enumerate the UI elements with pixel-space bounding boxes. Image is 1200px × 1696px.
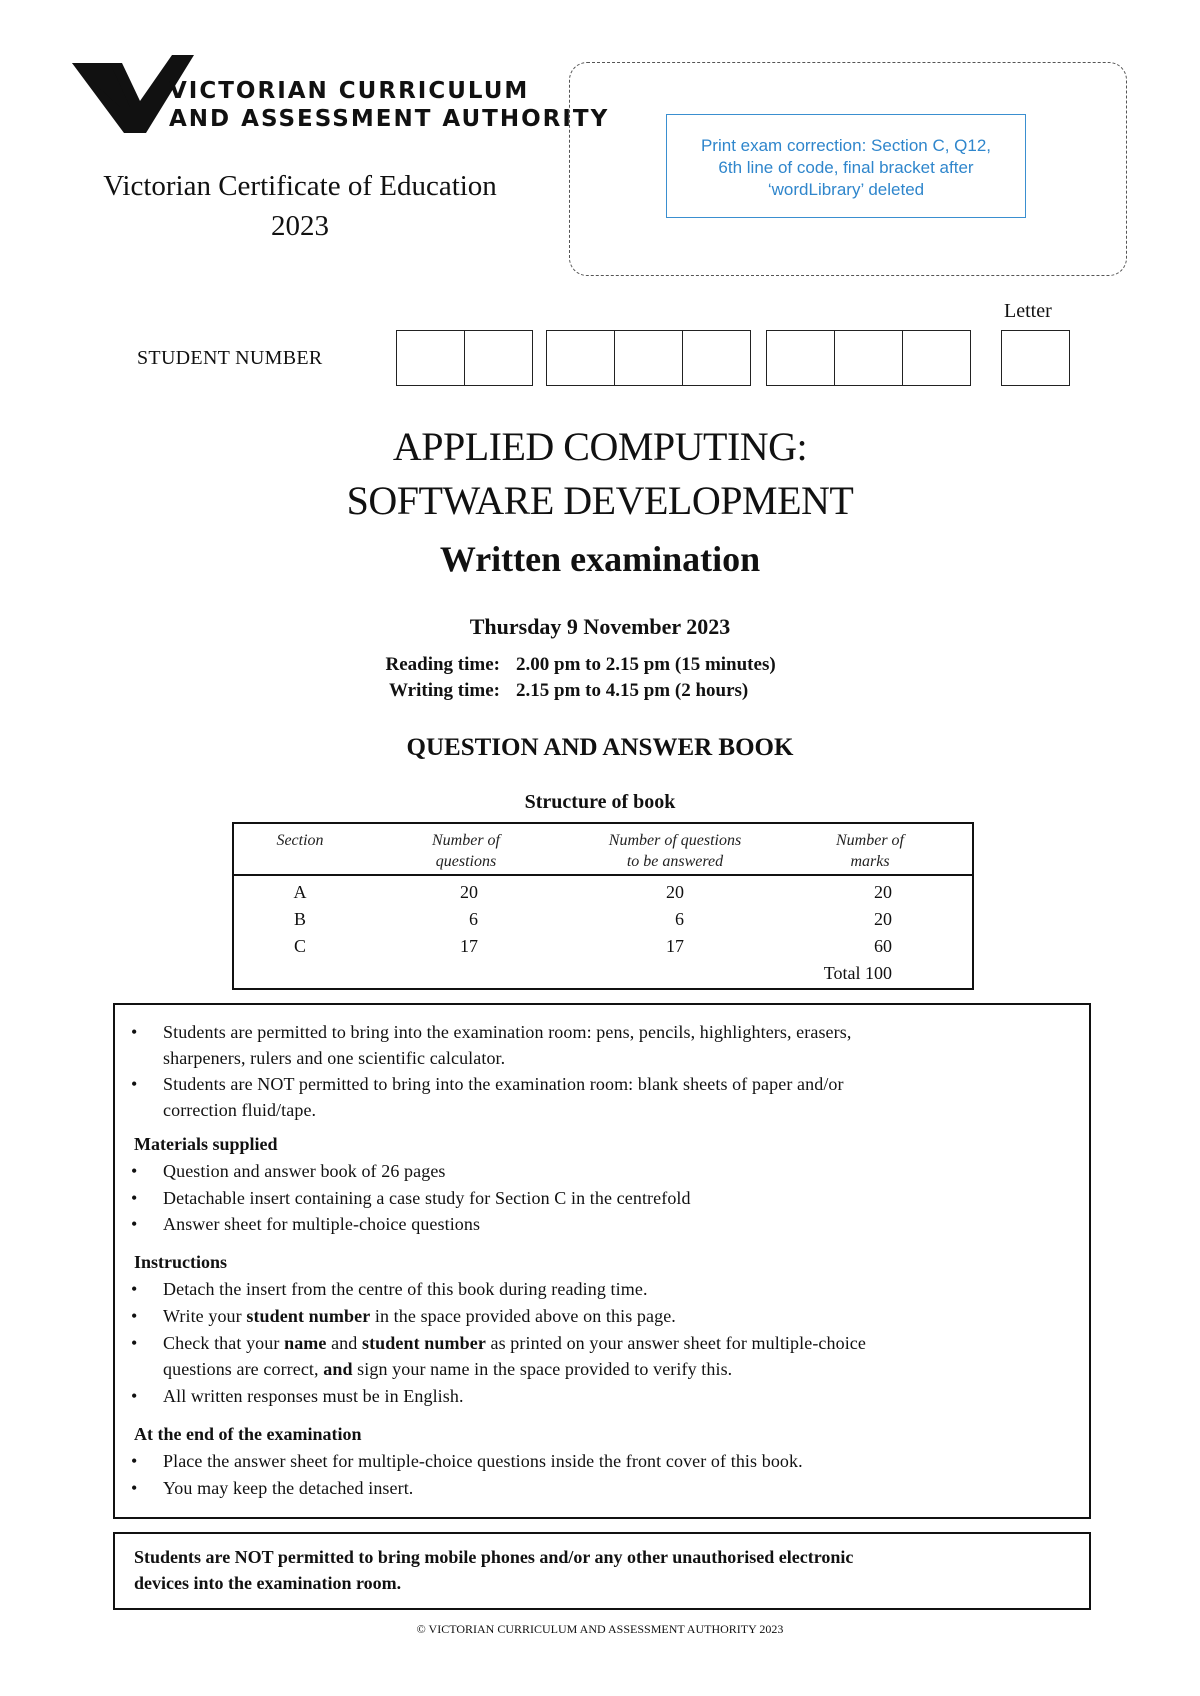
instruction-student-number-line xyxy=(163,1303,1063,1329)
table-cell-marks: 20 xyxy=(874,882,892,902)
end-of-exam-heading: At the end of the examination xyxy=(134,1424,362,1444)
bullet-icon: • xyxy=(131,1188,138,1208)
instr-text: Write your xyxy=(163,1306,247,1326)
table-cell-marks: 20 xyxy=(874,909,892,929)
materials-heading: Materials supplied xyxy=(134,1134,278,1154)
student-number-box[interactable] xyxy=(614,330,683,386)
writing-time-label: Writing time: xyxy=(389,680,500,701)
not-permitted-line-1: Students are NOT permitted to bring into the examination room: blank sheets of paper and/or xyxy=(163,1074,844,1094)
certificate-name: Victorian Certificate of Education xyxy=(103,170,497,202)
bullet-icon: • xyxy=(131,1386,138,1406)
correction-line-3: ‘wordLibrary’ deleted xyxy=(767,180,925,199)
instruction-check-line-1 xyxy=(163,1330,1063,1356)
table-cell-answered: 20 xyxy=(666,882,684,902)
instruction-item: Detach the insert from the centre of this book during reading time. xyxy=(163,1279,648,1299)
copyright-notice: © VICTORIAN CURRICULUM AND ASSESSMENT AUTHORITY 2023 xyxy=(416,1622,784,1636)
exam-title xyxy=(0,420,1200,528)
book-title: QUESTION AND ANSWER BOOK xyxy=(406,734,794,761)
student-number-box[interactable] xyxy=(682,330,751,386)
header-marks xyxy=(810,830,930,872)
correction-line-2: 6th line of code, final bracket after xyxy=(718,158,974,177)
instr-bold: student number xyxy=(246,1306,371,1326)
bullet-icon: • xyxy=(131,1333,138,1353)
instr-bold: name xyxy=(284,1333,327,1353)
student-number-box[interactable] xyxy=(396,330,465,386)
certificate-year: 2023 xyxy=(271,210,329,242)
table-cell-answered: 17 xyxy=(666,936,684,956)
instruction-item xyxy=(163,1330,1063,1382)
material-item: Detachable insert containing a case study for Section C in the centrefold xyxy=(163,1188,691,1208)
instr-text: sign your name in the space provided to verify this. xyxy=(352,1359,733,1379)
table-header-divider xyxy=(232,874,974,876)
student-number-box[interactable] xyxy=(546,330,615,386)
header-section-text: Section xyxy=(276,832,324,849)
exam-date: Thursday 9 November 2023 xyxy=(469,614,731,639)
exam-subtitle: Written examination xyxy=(439,539,761,579)
table-cell-questions: 20 xyxy=(460,882,478,902)
material-item: Question and answer book of 26 pages xyxy=(163,1161,446,1181)
table-cell-section: A xyxy=(293,882,307,902)
bullet-icon: • xyxy=(131,1478,138,1498)
warning-text xyxy=(134,1544,1074,1596)
student-letter-box[interactable] xyxy=(1001,330,1070,386)
header-marks-line-2: marks xyxy=(850,853,890,870)
reading-time-value: 2.00 pm to 2.15 pm (15 minutes) xyxy=(516,654,776,675)
permitted-line-1: Students are permitted to bring into the examination room: pens, pencils, highlighters, erasers, xyxy=(163,1022,852,1042)
bullet-icon: • xyxy=(131,1279,138,1299)
instr-text: questions are correct, xyxy=(163,1359,324,1379)
table-cell-section: C xyxy=(293,936,306,956)
warning-line-1: Students are NOT permitted to bring mobile phones and/or any other unauthorised electronic xyxy=(134,1547,854,1567)
instr-text: Check that your xyxy=(163,1333,285,1353)
table-cell-marks: 60 xyxy=(874,936,892,956)
instruction-item xyxy=(163,1303,1063,1329)
header-marks-line-1: Number of xyxy=(836,832,904,849)
not-permitted-items xyxy=(163,1071,1063,1123)
correction-note xyxy=(666,114,1026,218)
warning-line-2: devices into the examination room. xyxy=(134,1573,402,1593)
bullet-icon: • xyxy=(131,1451,138,1471)
bullet-icon: • xyxy=(131,1074,138,1094)
instructions-heading: Instructions xyxy=(134,1252,228,1272)
letter-label: Letter xyxy=(1004,300,1052,322)
student-number-box[interactable] xyxy=(464,330,533,386)
table-cell-questions: 17 xyxy=(460,936,478,956)
end-item: You may keep the detached insert. xyxy=(163,1478,414,1498)
header-to-be-answered xyxy=(580,830,770,872)
permitted-items xyxy=(163,1019,1063,1071)
instruction-check-line-2 xyxy=(163,1356,1063,1382)
instr-text: in the space provided above on this page. xyxy=(370,1306,676,1326)
instr-text: and xyxy=(326,1333,362,1353)
vcaa-logo-text xyxy=(169,77,610,133)
table-cell-answered: 6 xyxy=(675,909,684,929)
bullet-icon: • xyxy=(131,1022,138,1042)
reading-time-label: Reading time: xyxy=(385,654,500,675)
header-to-be-answered-line-2: to be answered xyxy=(626,853,724,870)
writing-time-value: 2.15 pm to 4.15 pm (2 hours) xyxy=(516,680,749,701)
table-cell-questions: 6 xyxy=(469,909,478,929)
header-num-questions-line-1: Number of xyxy=(432,832,500,849)
logo-line-1: VICTORIAN CURRICULUM xyxy=(169,78,530,104)
permitted-line-2: sharpeners, rulers and one scientific calculator. xyxy=(163,1048,506,1068)
header-to-be-answered-line-1: Number of questions xyxy=(608,832,742,849)
instr-text: as printed on your answer sheet for multiple-choice xyxy=(485,1333,866,1353)
structure-caption: Structure of book xyxy=(524,791,676,813)
not-permitted-line-2: correction fluid/tape. xyxy=(163,1100,317,1120)
instr-bold: and xyxy=(323,1359,353,1379)
header-num-questions xyxy=(396,830,536,872)
table-cell-section: B xyxy=(293,909,306,929)
header-section xyxy=(250,830,350,851)
header-num-questions-line-2: questions xyxy=(435,853,497,870)
table-total: Total 100 xyxy=(823,963,892,983)
certificate-title xyxy=(60,166,540,246)
logo-line-2: AND ASSESSMENT AUTHORITY xyxy=(169,106,610,132)
bullet-icon: • xyxy=(131,1306,138,1326)
instr-bold: student number xyxy=(361,1333,486,1353)
bullet-icon: • xyxy=(131,1214,138,1234)
student-number-box[interactable] xyxy=(902,330,971,386)
material-item: Answer sheet for multiple-choice questions xyxy=(163,1214,481,1234)
student-number-box[interactable] xyxy=(766,330,835,386)
end-item: Place the answer sheet for multiple-choice questions inside the front cover of this book. xyxy=(163,1451,803,1471)
instruction-item: All written responses must be in English. xyxy=(163,1386,464,1406)
bullet-icon: • xyxy=(131,1161,138,1181)
student-number-label: STUDENT NUMBER xyxy=(137,347,323,369)
exam-title-line-2: SOFTWARE DEVELOPMENT xyxy=(346,478,854,523)
exam-title-line-1: APPLIED COMPUTING: xyxy=(392,424,808,469)
correction-line-1: Print exam correction: Section C, Q12, xyxy=(700,136,992,155)
student-number-box[interactable] xyxy=(834,330,903,386)
